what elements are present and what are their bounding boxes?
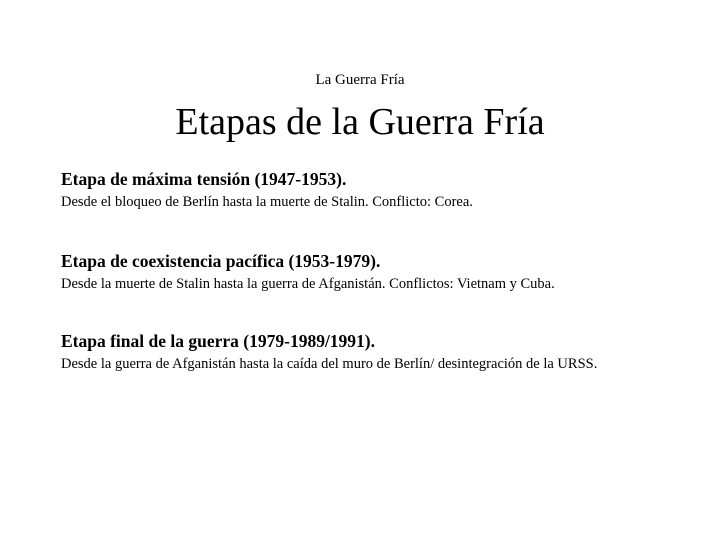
stage-description: Desde el bloqueo de Berlín hasta la muerte de Stalin. Conflicto: Corea. — [61, 194, 473, 210]
stage-description: Desde la guerra de Afganistán hasta la caída del muro de Berlín/ desintegración de la URSS. — [61, 356, 598, 372]
stage-heading: Etapa de coexistencia pacífica (1953-1979). — [61, 251, 381, 271]
stage-heading: Etapa de máxima tensión (1947-1953). — [61, 169, 347, 189]
header-label: La Guerra Fría — [315, 72, 405, 88]
slide-title: Etapas de la Guerra Fría — [175, 101, 545, 143]
stage-heading: Etapa final de la guerra (1979-1989/1991). — [61, 331, 376, 351]
stage-item — [61, 330, 711, 374]
stage-description: Desde la muerte de Stalin hasta la guerra de Afganistán. Conflictos: Vietnam y Cuba. — [61, 276, 555, 292]
stage-item — [61, 168, 711, 212]
stage-item — [61, 250, 711, 294]
